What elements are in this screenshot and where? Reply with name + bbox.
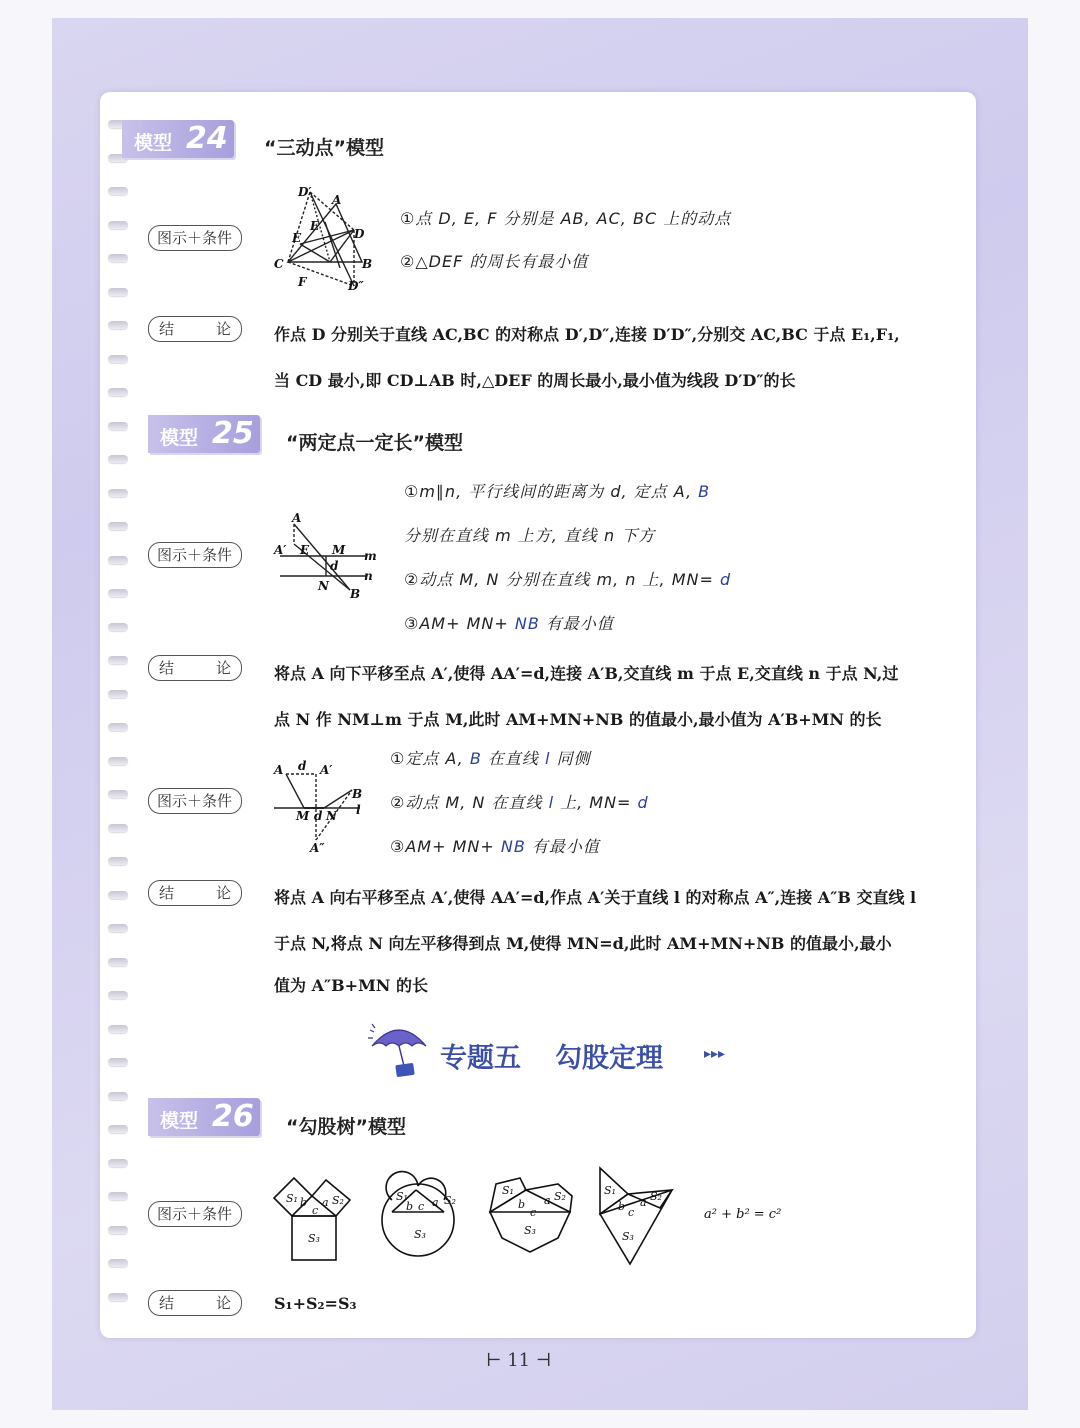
binding-ring xyxy=(108,958,128,966)
model-25b-condition-2 xyxy=(390,790,649,813)
label-line-l: l xyxy=(356,803,361,817)
model-26-title: “勾股树”模型 xyxy=(286,1116,406,1138)
page-number: ⊢ 11 ⊣ xyxy=(486,1350,552,1371)
label-line-n: n xyxy=(364,569,373,583)
chevrons-icon: ▸▸▸ xyxy=(704,1046,726,1062)
label-b: B xyxy=(362,257,373,271)
model-25b-figure xyxy=(270,756,370,854)
model-label: 模型 xyxy=(134,132,173,154)
model-25-condition-4 xyxy=(404,611,614,634)
condition-text: ②动点 M, N 分别在直线 m, n 上, MN= xyxy=(404,570,720,589)
label-d-prime: D′ xyxy=(298,185,312,199)
model-24-badge xyxy=(122,120,234,158)
condition-text: d xyxy=(637,793,649,812)
tag-text: 结 xyxy=(159,659,175,677)
label-b: b xyxy=(406,1200,414,1213)
label-b: b xyxy=(518,1198,526,1211)
binding-ring xyxy=(108,891,128,899)
model-25b-conclusion-line-2: 于点 N,将点 N 向左平移得到点 M,使得 MN=d,此时 AM+MN+NB 的值最小,最小 xyxy=(274,934,892,953)
tag-text: 图示＋条件 xyxy=(157,1205,233,1223)
label-s3: S₃ xyxy=(524,1224,536,1237)
label-c: C xyxy=(274,257,284,271)
condition-text: ②动点 M, N 在直线 xyxy=(390,793,549,812)
label-n: N xyxy=(318,579,329,593)
model-25-title: “两定点一定长”模型 xyxy=(286,432,463,454)
binding-ring xyxy=(108,1192,128,1200)
label-a: a xyxy=(544,1194,551,1207)
tag-text: 论 xyxy=(215,320,231,338)
model-26-conclusion-tag xyxy=(148,1290,242,1316)
binding-ring xyxy=(108,1058,128,1066)
model-number: 25 xyxy=(212,416,254,451)
model-25b-conclusion-tag xyxy=(148,880,242,906)
label-d2: d xyxy=(314,809,323,823)
binding-ring xyxy=(108,455,128,463)
binding-ring xyxy=(108,355,128,363)
label-b: B xyxy=(350,587,361,601)
condition-text: NB xyxy=(514,614,540,633)
topic-name: 勾股定理 xyxy=(555,1043,663,1074)
label-a: a xyxy=(640,1196,647,1209)
label-s3: S₃ xyxy=(622,1230,634,1243)
condition-text: ①m∥n, 平行线间的距离为 d, 定点 A, xyxy=(404,482,699,501)
condition-text: 上, MN= xyxy=(554,793,638,812)
tree-squares xyxy=(274,1178,350,1260)
label-a: A xyxy=(274,763,284,777)
model-26-conclusion: S₁+S₂=S₃ xyxy=(274,1294,357,1313)
label-c: c xyxy=(628,1206,635,1219)
model-number: 24 xyxy=(186,121,228,156)
label-s1: S₁ xyxy=(502,1184,514,1197)
model-24-conclusion-tag xyxy=(148,316,242,342)
binding-ring xyxy=(108,1159,128,1167)
model-25-condition-1 xyxy=(404,479,710,502)
condition-text: ①定点 A, xyxy=(390,749,470,768)
label-line-m: m xyxy=(364,549,377,563)
label-d-double-prime: D″ xyxy=(348,279,364,292)
condition-text: l xyxy=(548,793,555,812)
binding-ring xyxy=(108,623,128,631)
label-d: d xyxy=(298,759,307,773)
label-d: d xyxy=(330,559,339,573)
model-24-title: “三动点”模型 xyxy=(264,137,384,159)
tag-text: 结 xyxy=(159,884,175,902)
label-a: a xyxy=(322,1196,329,1209)
tree-circles xyxy=(382,1172,454,1256)
label-d: D xyxy=(354,227,365,241)
tag-text: 图示＋条件 xyxy=(157,546,233,564)
condition-text: 在直线 xyxy=(481,749,546,768)
binding-ring xyxy=(108,589,128,597)
binding-ring xyxy=(108,1125,128,1133)
tree-triangles xyxy=(600,1168,672,1264)
label-m: M xyxy=(332,543,346,557)
model-24-conclusion-line-1: 作点 D 分别关于直线 AC,BC 的对称点 D′,D″,连接 D′D″,分别交 AC,BC 于点 E₁,F₁, xyxy=(274,325,900,344)
model-25b-conclusion-line-3: 值为 A″B+MN 的长 xyxy=(274,976,428,995)
binding-ring xyxy=(108,422,128,430)
binding-ring xyxy=(108,1025,128,1033)
tag-text: 论 xyxy=(215,1294,231,1312)
label-b: b xyxy=(300,1196,308,1209)
binding-ring xyxy=(108,656,128,664)
pythagoras-formula: a² + b² = c² xyxy=(704,1207,782,1222)
condition-text: ③AM+ MN+ xyxy=(390,837,501,856)
model-25-figure xyxy=(270,510,380,602)
binding-ring xyxy=(108,1293,128,1301)
model-25b-condition-1 xyxy=(390,746,591,769)
label-c: c xyxy=(530,1206,537,1219)
umbrella-icon xyxy=(366,1016,432,1080)
binding-ring xyxy=(108,321,128,329)
label-c: c xyxy=(418,1200,425,1213)
binding-ring xyxy=(108,522,128,530)
model-24-condition-1: ①点 D, E, F 分别是 AB, AC, BC 上的动点 xyxy=(400,209,732,228)
model-24-conclusion-line-2: 当 CD 最小,即 CD⊥AB 时,△DEF 的周长最小,最小值为线段 D′D″的长 xyxy=(274,371,796,390)
model-25b-condition-3 xyxy=(390,834,600,857)
condition-text: B xyxy=(698,482,711,501)
binding-ring xyxy=(108,1092,128,1100)
binding-ring xyxy=(108,824,128,832)
model-25-conclusion-line-2: 点 N 作 NM⊥m 于点 M,此时 AM+MN+NB 的值最小,最小值为 A′B+MN 的长 xyxy=(274,710,882,729)
binding-ring xyxy=(108,1259,128,1267)
condition-text: ③AM+ MN+ xyxy=(404,614,515,633)
label-s1: S₁ xyxy=(286,1192,298,1205)
model-number: 26 xyxy=(212,1099,254,1134)
tag-text: 论 xyxy=(215,659,231,677)
binding-ring xyxy=(108,388,128,396)
label-s2: S₂ xyxy=(444,1194,456,1207)
pythagoras-tree-figures xyxy=(268,1160,808,1270)
tag-text: 结 xyxy=(159,1294,175,1312)
label-s3: S₃ xyxy=(308,1232,320,1245)
label-m: M xyxy=(296,809,310,823)
label-a: A xyxy=(332,193,342,207)
label-s2: S₂ xyxy=(554,1190,566,1203)
binding-ring xyxy=(108,757,128,765)
tag-text: 论 xyxy=(215,884,231,902)
label-b: b xyxy=(618,1200,626,1213)
label-b: B xyxy=(352,787,363,801)
model-25-condition-tag xyxy=(148,542,242,568)
model-24-condition-tag xyxy=(148,225,242,251)
topic-heading xyxy=(440,1036,663,1075)
binding-ring xyxy=(108,187,128,195)
model-26-condition-tag xyxy=(148,1201,242,1227)
binding-ring xyxy=(108,723,128,731)
label-a: A xyxy=(292,511,302,525)
model-24-condition-2: ②△DEF 的周长有最小值 xyxy=(400,252,589,271)
model-26-badge xyxy=(148,1098,260,1136)
label-a-prime: A′ xyxy=(274,543,287,557)
label-s1: S₁ xyxy=(604,1184,616,1197)
binding-ring xyxy=(108,991,128,999)
spiral-binding xyxy=(108,120,128,1320)
tag-text: 结 xyxy=(159,320,175,338)
label-e1: E xyxy=(310,219,320,233)
label-a: a xyxy=(432,1196,439,1209)
binding-ring xyxy=(108,690,128,698)
label-s2: S₂ xyxy=(650,1190,662,1203)
label-e: E xyxy=(300,543,310,557)
label-s3: S₃ xyxy=(414,1228,426,1241)
model-25-conclusion-tag xyxy=(148,655,242,681)
model-25-badge xyxy=(148,415,260,453)
binding-ring xyxy=(108,924,128,932)
label-s2: S₂ xyxy=(332,1194,344,1207)
label-n: N xyxy=(326,809,337,823)
condition-text: B xyxy=(469,749,482,768)
model-25-conclusion-line-1: 将点 A 向下平移至点 A′,使得 AA′=d,连接 A′B,交直线 m 于点 E,交直线 n 于点 N,过 xyxy=(274,664,899,683)
label-a-double-prime: A″ xyxy=(310,841,325,854)
condition-text: d xyxy=(719,570,732,589)
model-25b-conclusion-line-1: 将点 A 向右平移至点 A′,使得 AA′=d,作点 A′关于直线 l 的对称点 A″,连接 A″B 交直线 l xyxy=(274,888,917,907)
label-s1: S₁ xyxy=(396,1190,408,1203)
binding-ring xyxy=(108,221,128,229)
binding-ring xyxy=(108,1226,128,1234)
model-label: 模型 xyxy=(160,1110,199,1132)
binding-ring xyxy=(108,288,128,296)
binding-ring xyxy=(108,857,128,865)
binding-ring xyxy=(108,790,128,798)
label-e: E xyxy=(292,231,302,245)
condition-text: 有最小值 xyxy=(539,614,614,633)
binding-ring xyxy=(108,489,128,497)
model-label: 模型 xyxy=(160,427,199,449)
condition-text: NB xyxy=(500,837,526,856)
label-a-prime: A′ xyxy=(320,763,333,777)
binding-ring xyxy=(108,556,128,564)
label-f: F xyxy=(298,275,307,289)
tag-text: 图示＋条件 xyxy=(157,229,233,247)
model-25-condition-3 xyxy=(404,567,731,590)
topic-part: 专题五 xyxy=(440,1043,521,1074)
label-c: c xyxy=(312,1204,319,1217)
condition-text: l xyxy=(545,749,551,768)
model-25-condition-2: 分别在直线 m 上方, 直线 n 下方 xyxy=(404,526,656,545)
model-24-figure xyxy=(270,182,380,292)
condition-text: 同侧 xyxy=(550,749,591,768)
tag-text: 图示＋条件 xyxy=(157,792,233,810)
binding-ring xyxy=(108,254,128,262)
model-25b-condition-tag xyxy=(148,788,242,814)
condition-text: 有最小值 xyxy=(525,837,600,856)
